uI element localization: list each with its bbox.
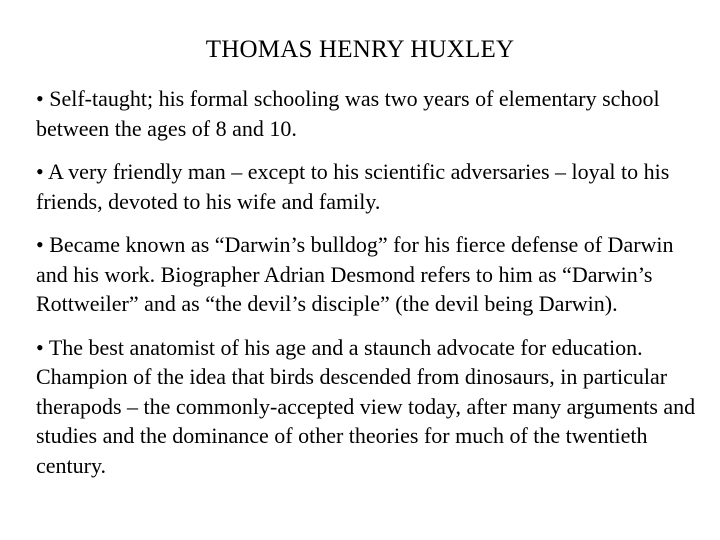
bullet-text: A very friendly man – except to his scientific adversaries – loyal to his friends, devoted to his wife and family. bbox=[36, 159, 670, 214]
bullet-marker: • bbox=[36, 334, 44, 360]
bullet-marker: • bbox=[36, 159, 44, 184]
bullet-text: Self-taught; his formal schooling was two years of elementary school between the ages of 8 and 10. bbox=[36, 86, 660, 141]
bullet-marker: • bbox=[36, 232, 44, 257]
bullet-list bbox=[36, 84, 696, 494]
bullet-item bbox=[36, 84, 696, 143]
bullet-item bbox=[36, 230, 696, 319]
bullet-text: Became known as “Darwin’s bulldog” for his fierce defense of Darwin and his work. Biographer Adrian Desmond refers to him as “Darwin’s Rottweiler” and as “the devil’s disciple” (the devil being Darwin). bbox=[36, 232, 674, 316]
bullet-text: The best anatomist of his age and a staunch advocate for education. Champion of the idea that birds descended from dinosaurs, in particular therapods – the commonly-accepted view today, after many arguments and studies and the dominance of other theories for much of the twentieth century. bbox=[36, 334, 696, 478]
bullet-marker: • bbox=[36, 86, 44, 111]
bullet-item bbox=[36, 333, 696, 481]
bullet-item bbox=[36, 157, 696, 216]
slide-title: THOMAS HENRY HUXLEY bbox=[205, 36, 515, 63]
